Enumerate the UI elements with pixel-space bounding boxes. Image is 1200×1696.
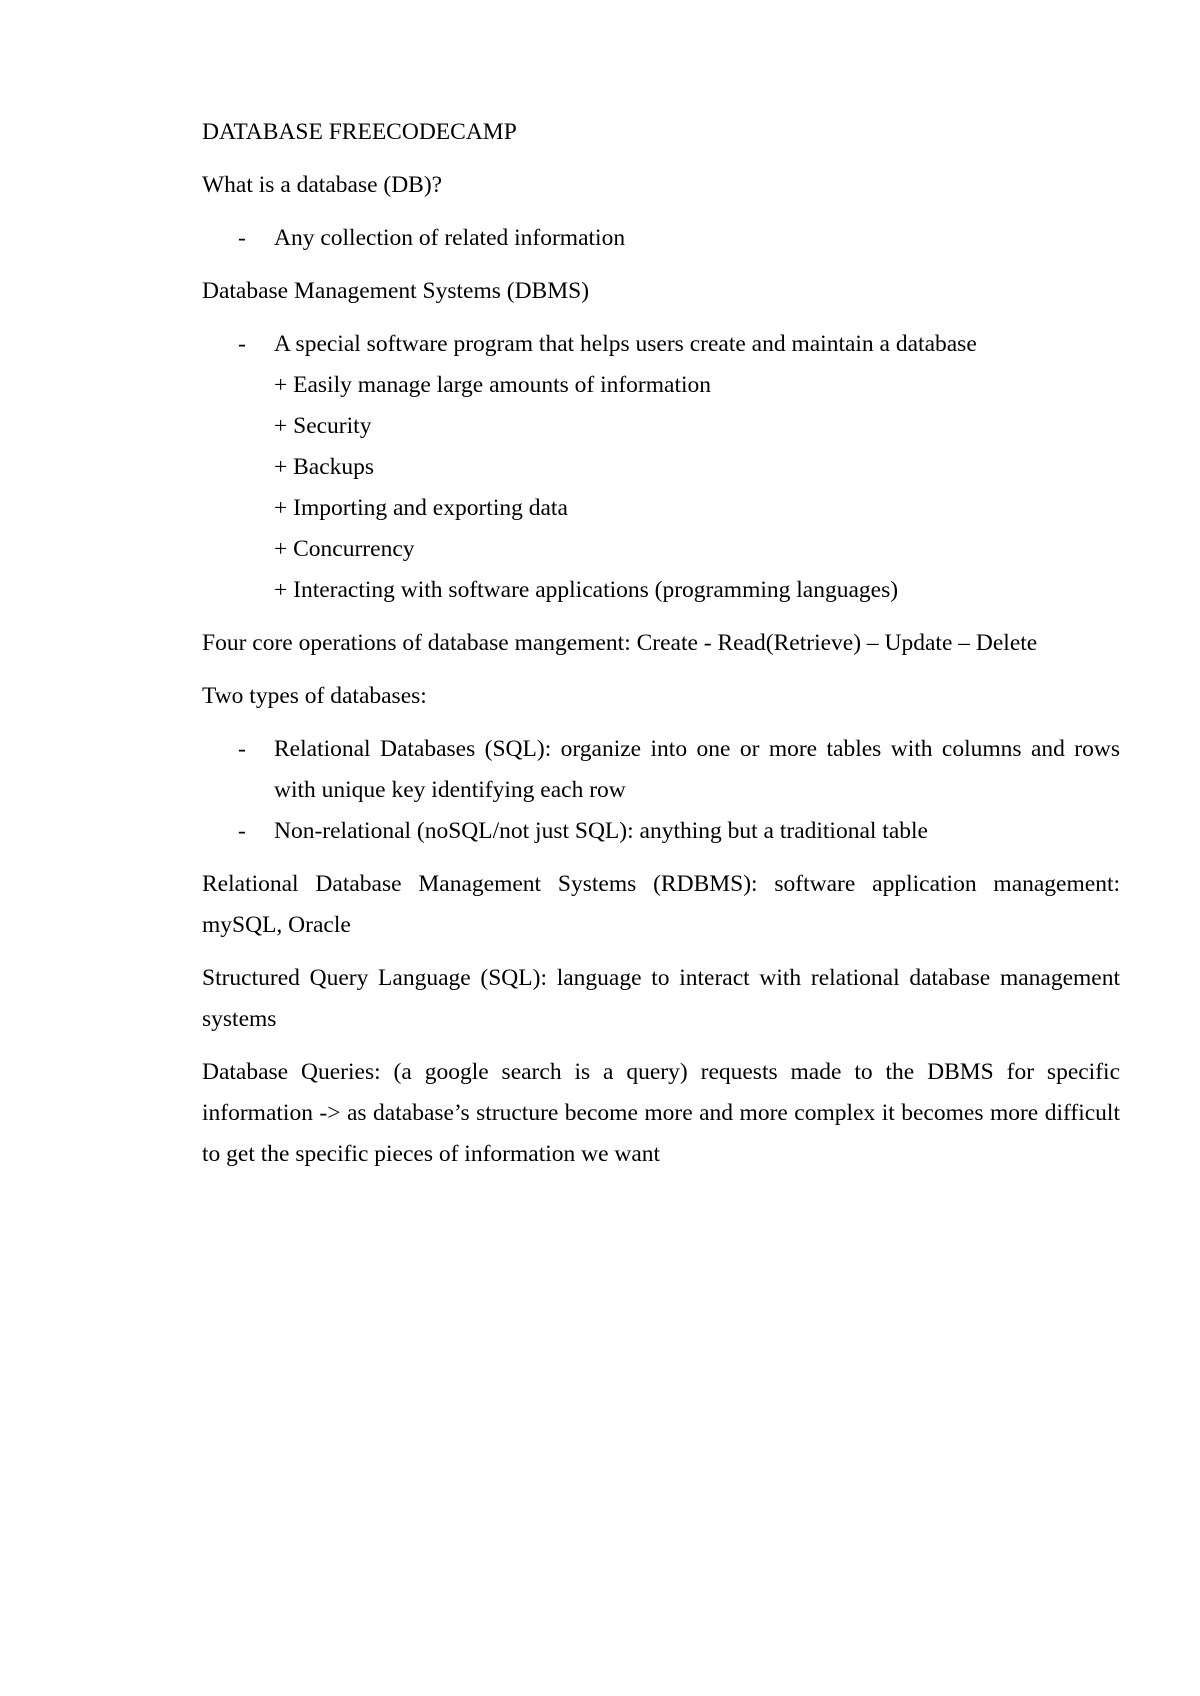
list-item	[202, 218, 1120, 259]
bullet-dash: -	[238, 331, 246, 357]
types-heading: Two types of databases:	[202, 683, 427, 709]
rdbms-paragraph: Relational Database Management Systems (RDBMS): software application management: mySQL, Oracle	[202, 871, 1120, 938]
dbms-list	[202, 324, 1120, 611]
question-heading: What is a database (DB)?	[202, 172, 443, 198]
feature-item: + Interacting with software applications (programming languages)	[274, 577, 899, 603]
bullet-dash: -	[238, 736, 246, 762]
list-item-text: Relational Databases (SQL): organize into one or more tables with columns and rows with unique key identifying each row	[274, 736, 1120, 803]
queries-paragraph: Database Queries: (a google search is a query) requests made to the DBMS for specific information -> as database’s structure become more and more complex it becomes more difficult to get the specific pieces of information we want	[202, 1059, 1120, 1167]
bullet-dash: -	[238, 225, 246, 251]
list-item	[202, 811, 1120, 852]
feature-item: + Backups	[274, 454, 375, 480]
list-item-text: Non-relational (noSQL/not just SQL): anything but a traditional table	[274, 818, 928, 844]
dbms-heading: Database Management Systems (DBMS)	[202, 278, 590, 304]
list-item-text: Any collection of related information	[274, 225, 626, 251]
list-item-text: A special software program that helps users create and maintain a database	[274, 331, 977, 357]
db-definition-list	[202, 218, 1120, 259]
feature-item: + Security	[274, 413, 372, 439]
feature-item: + Easily manage large amounts of information	[274, 372, 712, 398]
feature-item: + Concurrency	[274, 536, 415, 562]
database-types-list	[202, 729, 1120, 852]
list-item	[202, 324, 1120, 611]
core-operations-paragraph: Four core operations of database mangement: Create - Read(Retrieve) – Update – Delete	[202, 630, 1038, 656]
dbms-features-list	[274, 365, 1120, 611]
document-title: DATABASE FREECODECAMP	[202, 119, 517, 145]
bullet-dash: -	[238, 818, 246, 844]
document-body	[202, 112, 1120, 1187]
sql-paragraph: Structured Query Language (SQL): language to interact with relational database management systems	[202, 965, 1120, 1032]
list-item	[202, 729, 1120, 811]
feature-item: + Importing and exporting data	[274, 495, 568, 521]
